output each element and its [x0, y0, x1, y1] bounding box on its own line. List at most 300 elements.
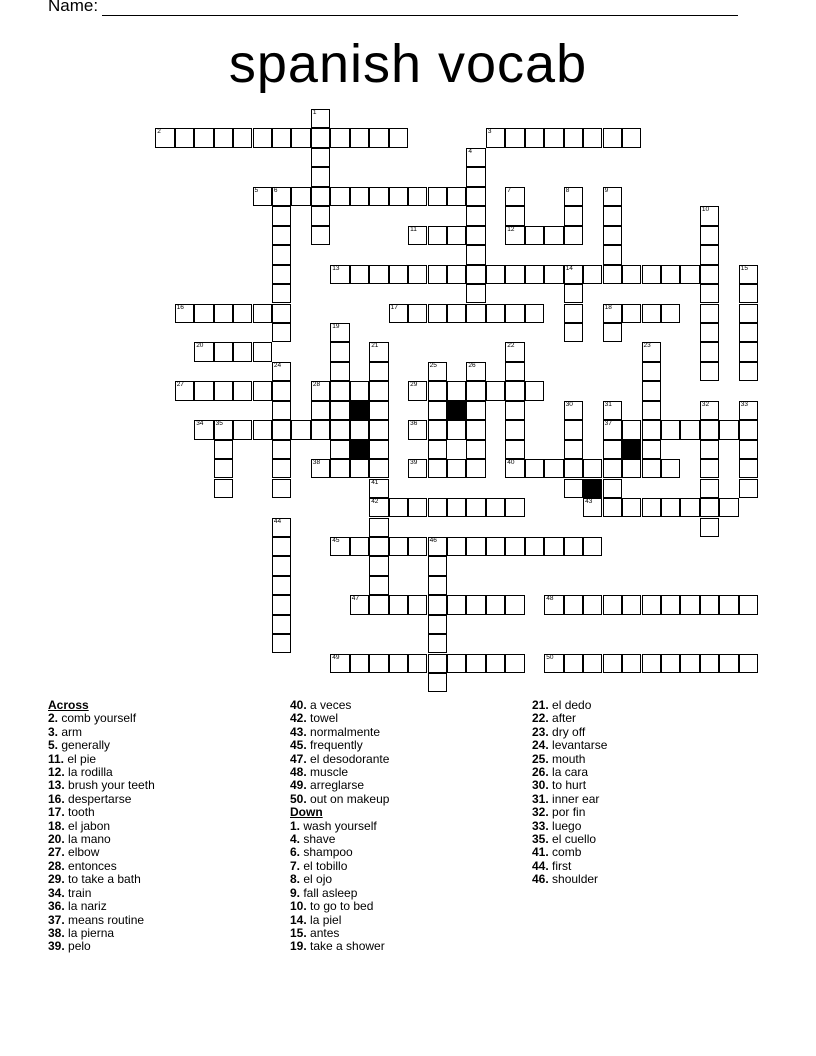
grid-cell[interactable] — [622, 498, 641, 517]
grid-cell[interactable] — [719, 498, 738, 517]
grid-cell[interactable] — [447, 537, 466, 556]
grid-cell[interactable] — [428, 498, 447, 517]
grid-cell[interactable] — [525, 459, 544, 478]
grid-cell[interactable] — [583, 537, 602, 556]
grid-cell[interactable] — [214, 342, 233, 361]
grid-cell[interactable] — [291, 187, 310, 206]
grid-cell[interactable] — [622, 459, 641, 478]
grid-cell[interactable] — [719, 654, 738, 673]
grid-cell-45[interactable] — [330, 537, 349, 556]
grid-cell[interactable] — [642, 459, 661, 478]
grid-cell[interactable] — [369, 128, 388, 147]
grid-cell[interactable] — [350, 381, 369, 400]
grid-cell[interactable] — [272, 615, 291, 634]
grid-cell-22[interactable] — [505, 342, 524, 361]
grid-cell[interactable] — [311, 148, 330, 167]
grid-cell[interactable] — [428, 576, 447, 595]
grid-cell-1[interactable] — [311, 109, 330, 128]
grid-cell[interactable] — [603, 654, 622, 673]
grid-cell[interactable] — [272, 304, 291, 323]
grid-cell[interactable] — [505, 498, 524, 517]
grid-cell[interactable] — [466, 381, 485, 400]
grid-cell[interactable] — [272, 595, 291, 614]
grid-cell[interactable] — [564, 206, 583, 225]
grid-cell-2[interactable] — [155, 128, 174, 147]
grid-cell[interactable] — [505, 128, 524, 147]
grid-cell[interactable] — [564, 459, 583, 478]
grid-cell[interactable] — [622, 420, 641, 439]
grid-cell[interactable] — [369, 576, 388, 595]
grid-cell[interactable] — [505, 595, 524, 614]
grid-cell[interactable] — [330, 362, 349, 381]
grid-cell[interactable] — [291, 128, 310, 147]
grid-cell-50[interactable] — [544, 654, 563, 673]
grid-cell[interactable] — [525, 265, 544, 284]
grid-cell[interactable] — [564, 479, 583, 498]
grid-cell[interactable] — [447, 304, 466, 323]
grid-cell[interactable] — [369, 537, 388, 556]
grid-cell[interactable] — [661, 595, 680, 614]
grid-cell[interactable] — [350, 128, 369, 147]
grid-cell[interactable] — [389, 595, 408, 614]
grid-cell[interactable] — [428, 401, 447, 420]
grid-cell[interactable] — [350, 187, 369, 206]
grid-cell[interactable] — [428, 459, 447, 478]
grid-cell[interactable] — [700, 342, 719, 361]
grid-cell[interactable] — [389, 654, 408, 673]
grid-cell[interactable] — [642, 362, 661, 381]
grid-cell[interactable] — [661, 304, 680, 323]
grid-cell[interactable] — [369, 362, 388, 381]
grid-cell[interactable] — [466, 654, 485, 673]
grid-cell[interactable] — [700, 284, 719, 303]
grid-cell[interactable] — [583, 595, 602, 614]
grid-cell[interactable] — [700, 498, 719, 517]
grid-cell[interactable] — [505, 537, 524, 556]
grid-cell[interactable] — [583, 459, 602, 478]
grid-cell[interactable] — [564, 284, 583, 303]
grid-cell[interactable] — [408, 537, 427, 556]
grid-cell[interactable] — [428, 187, 447, 206]
grid-cell[interactable] — [642, 498, 661, 517]
grid-cell[interactable] — [642, 401, 661, 420]
grid-cell-19[interactable] — [330, 323, 349, 342]
grid-cell-16[interactable] — [175, 304, 194, 323]
grid-cell[interactable] — [330, 440, 349, 459]
grid-cell[interactable] — [330, 128, 349, 147]
grid-cell[interactable] — [214, 304, 233, 323]
grid-cell[interactable] — [700, 323, 719, 342]
grid-cell[interactable] — [369, 381, 388, 400]
grid-cell[interactable] — [233, 420, 252, 439]
grid-cell[interactable] — [603, 440, 622, 459]
grid-cell[interactable] — [350, 537, 369, 556]
grid-cell[interactable] — [369, 654, 388, 673]
grid-cell[interactable] — [564, 226, 583, 245]
grid-cell-15[interactable] — [739, 265, 758, 284]
grid-cell[interactable] — [505, 265, 524, 284]
grid-cell[interactable] — [447, 265, 466, 284]
grid-cell[interactable] — [739, 323, 758, 342]
grid-cell[interactable] — [505, 654, 524, 673]
grid-cell[interactable] — [272, 401, 291, 420]
grid-cell[interactable] — [272, 479, 291, 498]
grid-cell[interactable] — [642, 595, 661, 614]
grid-cell[interactable] — [253, 128, 272, 147]
grid-cell[interactable] — [389, 498, 408, 517]
grid-cell[interactable] — [272, 206, 291, 225]
grid-cell[interactable] — [700, 265, 719, 284]
grid-cell[interactable] — [700, 595, 719, 614]
grid-cell[interactable] — [700, 362, 719, 381]
grid-cell[interactable] — [466, 420, 485, 439]
grid-cell[interactable] — [603, 245, 622, 264]
grid-cell[interactable] — [428, 440, 447, 459]
grid-cell[interactable] — [466, 537, 485, 556]
grid-cell[interactable] — [272, 284, 291, 303]
grid-cell[interactable] — [642, 420, 661, 439]
grid-cell-28[interactable] — [311, 381, 330, 400]
grid-cell[interactable] — [680, 420, 699, 439]
grid-cell[interactable] — [739, 420, 758, 439]
grid-cell[interactable] — [272, 537, 291, 556]
grid-cell[interactable] — [408, 187, 427, 206]
grid-cell[interactable] — [447, 420, 466, 439]
grid-cell-27[interactable] — [175, 381, 194, 400]
grid-cell[interactable] — [739, 654, 758, 673]
grid-cell[interactable] — [739, 362, 758, 381]
grid-cell[interactable] — [486, 595, 505, 614]
grid-cell-43[interactable] — [583, 498, 602, 517]
grid-cell[interactable] — [603, 128, 622, 147]
grid-cell[interactable] — [428, 556, 447, 575]
grid-cell[interactable] — [466, 226, 485, 245]
grid-cell[interactable] — [428, 634, 447, 653]
grid-cell[interactable] — [272, 556, 291, 575]
grid-cell[interactable] — [622, 265, 641, 284]
grid-cell[interactable] — [505, 420, 524, 439]
grid-cell[interactable] — [428, 595, 447, 614]
grid-cell[interactable] — [700, 245, 719, 264]
grid-cell[interactable] — [505, 440, 524, 459]
grid-cell[interactable] — [603, 595, 622, 614]
grid-cell[interactable] — [447, 381, 466, 400]
grid-cell[interactable] — [428, 226, 447, 245]
grid-cell-3[interactable] — [486, 128, 505, 147]
grid-cell[interactable] — [466, 595, 485, 614]
grid-cell-10[interactable] — [700, 206, 719, 225]
grid-cell[interactable] — [408, 304, 427, 323]
grid-cell[interactable] — [369, 420, 388, 439]
grid-cell[interactable] — [486, 381, 505, 400]
grid-cell[interactable] — [739, 284, 758, 303]
grid-cell[interactable] — [330, 401, 349, 420]
grid-cell[interactable] — [311, 401, 330, 420]
grid-cell[interactable] — [272, 245, 291, 264]
grid-cell-42[interactable] — [369, 498, 388, 517]
grid-cell[interactable] — [564, 323, 583, 342]
grid-cell[interactable] — [428, 654, 447, 673]
grid-cell[interactable] — [447, 595, 466, 614]
grid-cell[interactable] — [233, 342, 252, 361]
grid-cell[interactable] — [680, 498, 699, 517]
grid-cell-4[interactable] — [466, 148, 485, 167]
grid-cell[interactable] — [544, 226, 563, 245]
grid-cell[interactable] — [661, 459, 680, 478]
grid-cell[interactable] — [175, 128, 194, 147]
grid-cell-20[interactable] — [194, 342, 213, 361]
grid-cell[interactable] — [661, 420, 680, 439]
grid-cell-12[interactable] — [505, 226, 524, 245]
grid-cell[interactable] — [272, 459, 291, 478]
grid-cell[interactable] — [642, 381, 661, 400]
grid-cell[interactable] — [311, 167, 330, 186]
grid-cell[interactable] — [253, 381, 272, 400]
grid-cell[interactable] — [311, 206, 330, 225]
grid-cell[interactable] — [466, 265, 485, 284]
grid-cell[interactable] — [466, 245, 485, 264]
grid-cell-25[interactable] — [428, 362, 447, 381]
grid-cell-8[interactable] — [564, 187, 583, 206]
grid-cell[interactable] — [564, 420, 583, 439]
grid-cell[interactable] — [700, 420, 719, 439]
grid-cell[interactable] — [603, 206, 622, 225]
grid-cell[interactable] — [330, 342, 349, 361]
grid-cell[interactable] — [369, 401, 388, 420]
grid-cell[interactable] — [330, 381, 349, 400]
grid-cell[interactable] — [389, 187, 408, 206]
grid-cell[interactable] — [447, 498, 466, 517]
grid-cell[interactable] — [719, 595, 738, 614]
grid-cell[interactable] — [428, 304, 447, 323]
grid-cell[interactable] — [408, 654, 427, 673]
grid-cell-31[interactable] — [603, 401, 622, 420]
grid-cell[interactable] — [739, 304, 758, 323]
grid-cell[interactable] — [486, 304, 505, 323]
grid-cell[interactable] — [447, 187, 466, 206]
grid-cell[interactable] — [486, 498, 505, 517]
grid-cell[interactable] — [642, 654, 661, 673]
grid-cell[interactable] — [350, 459, 369, 478]
grid-cell[interactable] — [389, 265, 408, 284]
grid-cell[interactable] — [603, 459, 622, 478]
grid-cell[interactable] — [428, 381, 447, 400]
grid-cell-32[interactable] — [700, 401, 719, 420]
grid-cell[interactable] — [214, 459, 233, 478]
grid-cell[interactable] — [369, 556, 388, 575]
grid-cell[interactable] — [466, 401, 485, 420]
grid-cell[interactable] — [272, 440, 291, 459]
grid-cell-17[interactable] — [389, 304, 408, 323]
grid-cell[interactable] — [661, 498, 680, 517]
grid-cell[interactable] — [350, 265, 369, 284]
grid-cell[interactable] — [739, 479, 758, 498]
grid-cell[interactable] — [272, 420, 291, 439]
grid-cell[interactable] — [622, 304, 641, 323]
grid-cell[interactable] — [466, 440, 485, 459]
grid-cell[interactable] — [369, 265, 388, 284]
grid-cell[interactable] — [272, 576, 291, 595]
grid-cell[interactable] — [253, 342, 272, 361]
grid-cell[interactable] — [544, 128, 563, 147]
grid-cell[interactable] — [428, 673, 447, 692]
grid-cell-11[interactable] — [408, 226, 427, 245]
grid-cell-36[interactable] — [408, 420, 427, 439]
grid-cell-37[interactable] — [603, 420, 622, 439]
grid-cell[interactable] — [214, 381, 233, 400]
grid-cell[interactable] — [214, 479, 233, 498]
grid-cell[interactable] — [311, 187, 330, 206]
grid-cell[interactable] — [739, 342, 758, 361]
grid-cell[interactable] — [525, 381, 544, 400]
grid-cell-13[interactable] — [330, 265, 349, 284]
grid-cell[interactable] — [466, 459, 485, 478]
grid-cell[interactable] — [700, 654, 719, 673]
grid-cell[interactable] — [505, 381, 524, 400]
grid-cell[interactable] — [622, 654, 641, 673]
grid-cell[interactable] — [466, 498, 485, 517]
grid-cell[interactable] — [272, 226, 291, 245]
grid-cell[interactable] — [214, 440, 233, 459]
grid-cell[interactable] — [369, 440, 388, 459]
grid-cell-7[interactable] — [505, 187, 524, 206]
grid-cell[interactable] — [466, 187, 485, 206]
grid-cell[interactable] — [272, 634, 291, 653]
grid-cell[interactable] — [486, 265, 505, 284]
grid-cell[interactable] — [350, 420, 369, 439]
grid-cell[interactable] — [311, 420, 330, 439]
grid-cell-23[interactable] — [642, 342, 661, 361]
grid-cell[interactable] — [564, 537, 583, 556]
grid-cell-24[interactable] — [272, 362, 291, 381]
grid-cell[interactable] — [311, 226, 330, 245]
grid-cell-9[interactable] — [603, 187, 622, 206]
grid-cell[interactable] — [680, 265, 699, 284]
grid-cell-29[interactable] — [408, 381, 427, 400]
grid-cell[interactable] — [603, 323, 622, 342]
grid-cell[interactable] — [253, 420, 272, 439]
grid-cell[interactable] — [466, 284, 485, 303]
grid-cell-33[interactable] — [739, 401, 758, 420]
grid-cell[interactable] — [564, 595, 583, 614]
grid-cell-47[interactable] — [350, 595, 369, 614]
grid-cell-6[interactable] — [272, 187, 291, 206]
grid-cell[interactable] — [194, 128, 213, 147]
grid-cell[interactable] — [330, 187, 349, 206]
grid-cell[interactable] — [272, 323, 291, 342]
grid-cell[interactable] — [603, 498, 622, 517]
grid-cell-41[interactable] — [369, 479, 388, 498]
grid-cell[interactable] — [447, 459, 466, 478]
grid-cell[interactable] — [272, 128, 291, 147]
grid-cell-38[interactable] — [311, 459, 330, 478]
grid-cell[interactable] — [233, 128, 252, 147]
grid-cell-14[interactable] — [564, 265, 583, 284]
grid-cell[interactable] — [525, 537, 544, 556]
grid-cell[interactable] — [680, 654, 699, 673]
grid-cell[interactable] — [700, 304, 719, 323]
grid-cell[interactable] — [622, 595, 641, 614]
grid-cell[interactable] — [739, 459, 758, 478]
grid-cell[interactable] — [564, 654, 583, 673]
grid-cell[interactable] — [700, 440, 719, 459]
grid-cell[interactable] — [408, 265, 427, 284]
grid-cell[interactable] — [739, 440, 758, 459]
grid-cell[interactable] — [642, 440, 661, 459]
grid-cell[interactable] — [564, 128, 583, 147]
grid-cell[interactable] — [486, 537, 505, 556]
grid-cell[interactable] — [739, 595, 758, 614]
grid-cell[interactable] — [525, 226, 544, 245]
grid-cell[interactable] — [466, 304, 485, 323]
grid-cell[interactable] — [564, 304, 583, 323]
grid-cell[interactable] — [700, 479, 719, 498]
grid-cell[interactable] — [622, 128, 641, 147]
grid-cell[interactable] — [642, 304, 661, 323]
grid-cell-40[interactable] — [505, 459, 524, 478]
grid-cell[interactable] — [369, 518, 388, 537]
grid-cell[interactable] — [389, 537, 408, 556]
grid-cell-49[interactable] — [330, 654, 349, 673]
grid-cell[interactable] — [291, 420, 310, 439]
grid-cell[interactable] — [603, 479, 622, 498]
grid-cell[interactable] — [389, 128, 408, 147]
grid-cell[interactable] — [486, 654, 505, 673]
grid-cell[interactable] — [603, 226, 622, 245]
grid-cell[interactable] — [428, 265, 447, 284]
grid-cell[interactable] — [525, 128, 544, 147]
grid-cell[interactable] — [466, 206, 485, 225]
grid-cell-46[interactable] — [428, 537, 447, 556]
grid-cell-34[interactable] — [194, 420, 213, 439]
grid-cell[interactable] — [272, 381, 291, 400]
grid-cell[interactable] — [505, 362, 524, 381]
grid-cell[interactable] — [350, 654, 369, 673]
grid-cell[interactable] — [544, 537, 563, 556]
grid-cell-26[interactable] — [466, 362, 485, 381]
grid-cell[interactable] — [466, 167, 485, 186]
grid-cell[interactable] — [330, 420, 349, 439]
grid-cell[interactable] — [603, 265, 622, 284]
grid-cell[interactable] — [194, 381, 213, 400]
grid-cell-44[interactable] — [272, 518, 291, 537]
grid-cell[interactable] — [253, 304, 272, 323]
grid-cell[interactable] — [680, 595, 699, 614]
grid-cell[interactable] — [408, 595, 427, 614]
grid-cell[interactable] — [233, 381, 252, 400]
grid-cell[interactable] — [642, 265, 661, 284]
grid-cell[interactable] — [700, 518, 719, 537]
grid-cell[interactable] — [564, 440, 583, 459]
grid-cell[interactable] — [369, 187, 388, 206]
grid-cell[interactable] — [369, 459, 388, 478]
grid-cell-30[interactable] — [564, 401, 583, 420]
grid-cell[interactable] — [311, 128, 330, 147]
grid-cell[interactable] — [661, 654, 680, 673]
grid-cell[interactable] — [428, 420, 447, 439]
grid-cell[interactable] — [505, 206, 524, 225]
grid-cell[interactable] — [583, 128, 602, 147]
grid-cell[interactable] — [583, 265, 602, 284]
grid-cell-35[interactable] — [214, 420, 233, 439]
grid-cell[interactable] — [700, 459, 719, 478]
grid-cell[interactable] — [194, 304, 213, 323]
grid-cell[interactable] — [272, 265, 291, 284]
grid-cell-21[interactable] — [369, 342, 388, 361]
grid-cell[interactable] — [214, 128, 233, 147]
grid-cell[interactable] — [330, 459, 349, 478]
grid-cell[interactable] — [233, 304, 252, 323]
